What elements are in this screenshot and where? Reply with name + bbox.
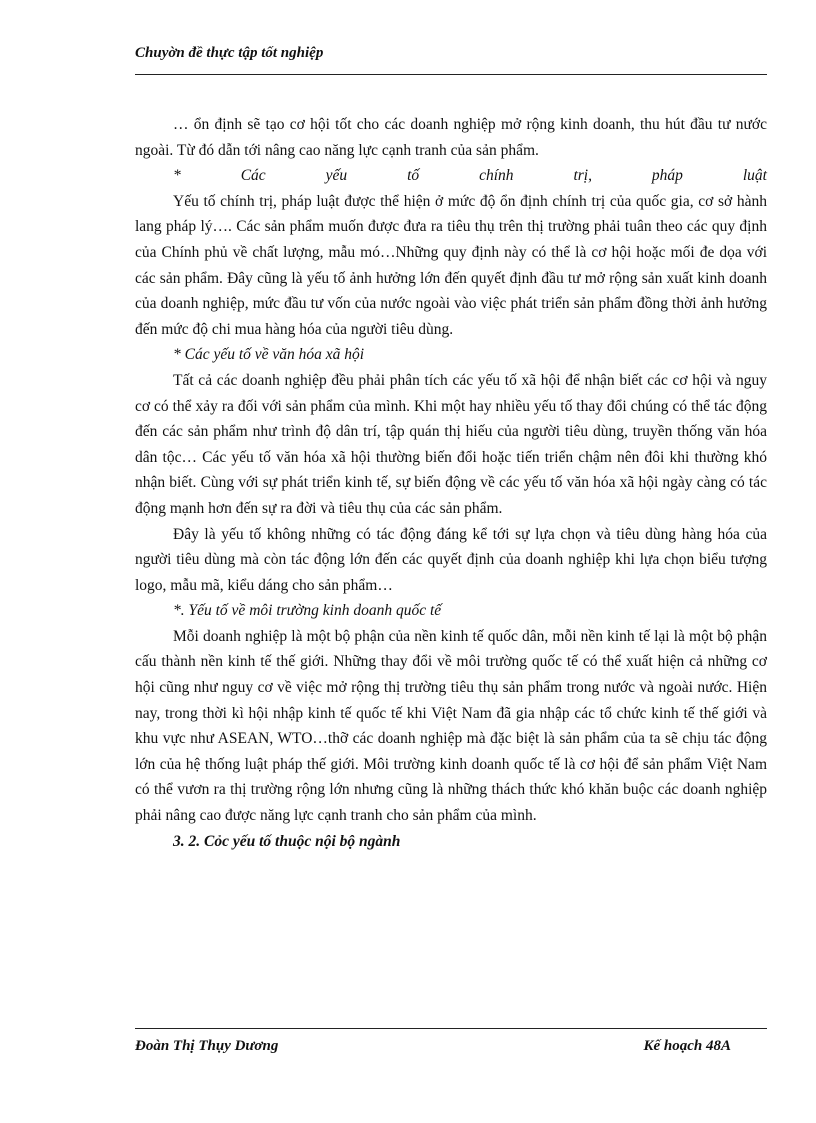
paragraph: Yếu tố chính trị, pháp luật được thể hiện ở mức độ ổn định chính trị của quốc gia, cơ sở hành lang pháp lý…. Các sản phẩm muốn được đưa ra tiêu thụ trên thị trường phải tuân theo các quy định của Chính phủ về chất lượng, mẫu mó…Những quy định này có thể là cơ hội hoặc mối đe dọa với các sản phẩm. Đây cũng là yếu tố ảnh hưởng lớn đến quyết định đầu tư mở rộng sản xuất kinh doanh của doanh nghiệp, mức đầu tư vốn của nước ngoài vào việc phát triển sản phẩm đồng thời ảnh hưởng đến mức độ chi mua hàng hóa của người tiêu dùng. [135, 192, 767, 338]
page-body [135, 112, 767, 854]
section-heading-international-business: *. Yếu tố về môi trường kinh doanh quốc tế [173, 602, 442, 620]
section-heading-culture-society: * Các yếu tố về văn hóa xã hội [173, 346, 365, 364]
header-rule [135, 74, 767, 75]
footer-rule [135, 1028, 767, 1029]
footer-class: Kế hoạch 48A [643, 1038, 731, 1054]
paragraph: … ổn định sẽ tạo cơ hội tốt cho các doanh nghiệp mở rộng kinh doanh, thu hút đầu tư nước ngoài. Từ đó dẫn tới nâng cao năng lực cạnh tranh của sản phẩm. [135, 116, 767, 159]
paragraph: Mỗi doanh nghiệp là một bộ phận của nền kinh tế quốc dân, mỗi nền kinh tế lại là một bộ phận cấu thành nền kinh tế thế giới. Những thay đổi về môi trường quốc tế có thể xuất hiện cả những cơ hội cũng như nguy cơ về việc mở rộng thị trường tiêu thụ sản phẩm trong nước và ngoài nước. Hiện nay, trong thời kì hội nhập kinh tế quốc tế khi Việt Nam đã gia nhập các tổ chức kinh tế thế giới và khu vực như ASEAN, WTO…thỡ các doanh nghiệp mà đặc biệt là sản phẩm của ta sẽ chịu tác động lớn của hệ thống luật pháp thế giới. Môi trường kinh doanh quốc tế là cơ hội để sản phẩm Việt Nam có thể vươn ra thị trường rộng lớn nhưng cũng là những thách thức khó khăn buộc các doanh nghiệp phải nâng cao được năng lực cạnh tranh cho sản phẩm của mình. [135, 627, 767, 825]
footer-author: Đoàn Thị Thụy Dương [135, 1038, 279, 1054]
page-header-title: Chuyờn đề thực tập tốt nghiệp [135, 45, 324, 61]
paragraph: Đây là yếu tố không những có tác động đáng kể tới sự lựa chọn và tiêu dùng hàng hóa của người tiêu dùng mà còn tác động lớn đến các quyết định của doanh nghiệp khi lựa chọn biểu tượng logo, mẫu mã, kiểu dáng cho sản phẩm… [135, 525, 767, 594]
section-heading-internal-factors: 3. 2. Cỏc yếu tố thuộc nội bộ ngành [173, 832, 401, 850]
section-heading-politics-law: * Các yếu tố chính trị, pháp luật [173, 167, 767, 185]
paragraph: Tất cả các doanh nghiệp đều phải phân tích các yếu tố xã hội để nhận biết các cơ hội và nguy cơ có thể xảy ra đối với sản phẩm của mình. Khi một hay nhiều yếu tố thay đổi chúng có thể tác động đến các sản phẩm như trình độ dân trí, tập quán thị hiếu của người tiêu dùng, truyền thống văn hóa dân tộc… Các yếu tố văn hóa xã hội thường biến đổi hoặc tiến triển chậm nên đôi khi thường khó nhận biết. Cùng với sự phát triển kinh tế, sự biến động về các yếu tố văn hóa xã hội ngày càng có tác động mạnh hơn đến sự ra đời và tiêu thụ của các sản phẩm. [135, 371, 767, 517]
